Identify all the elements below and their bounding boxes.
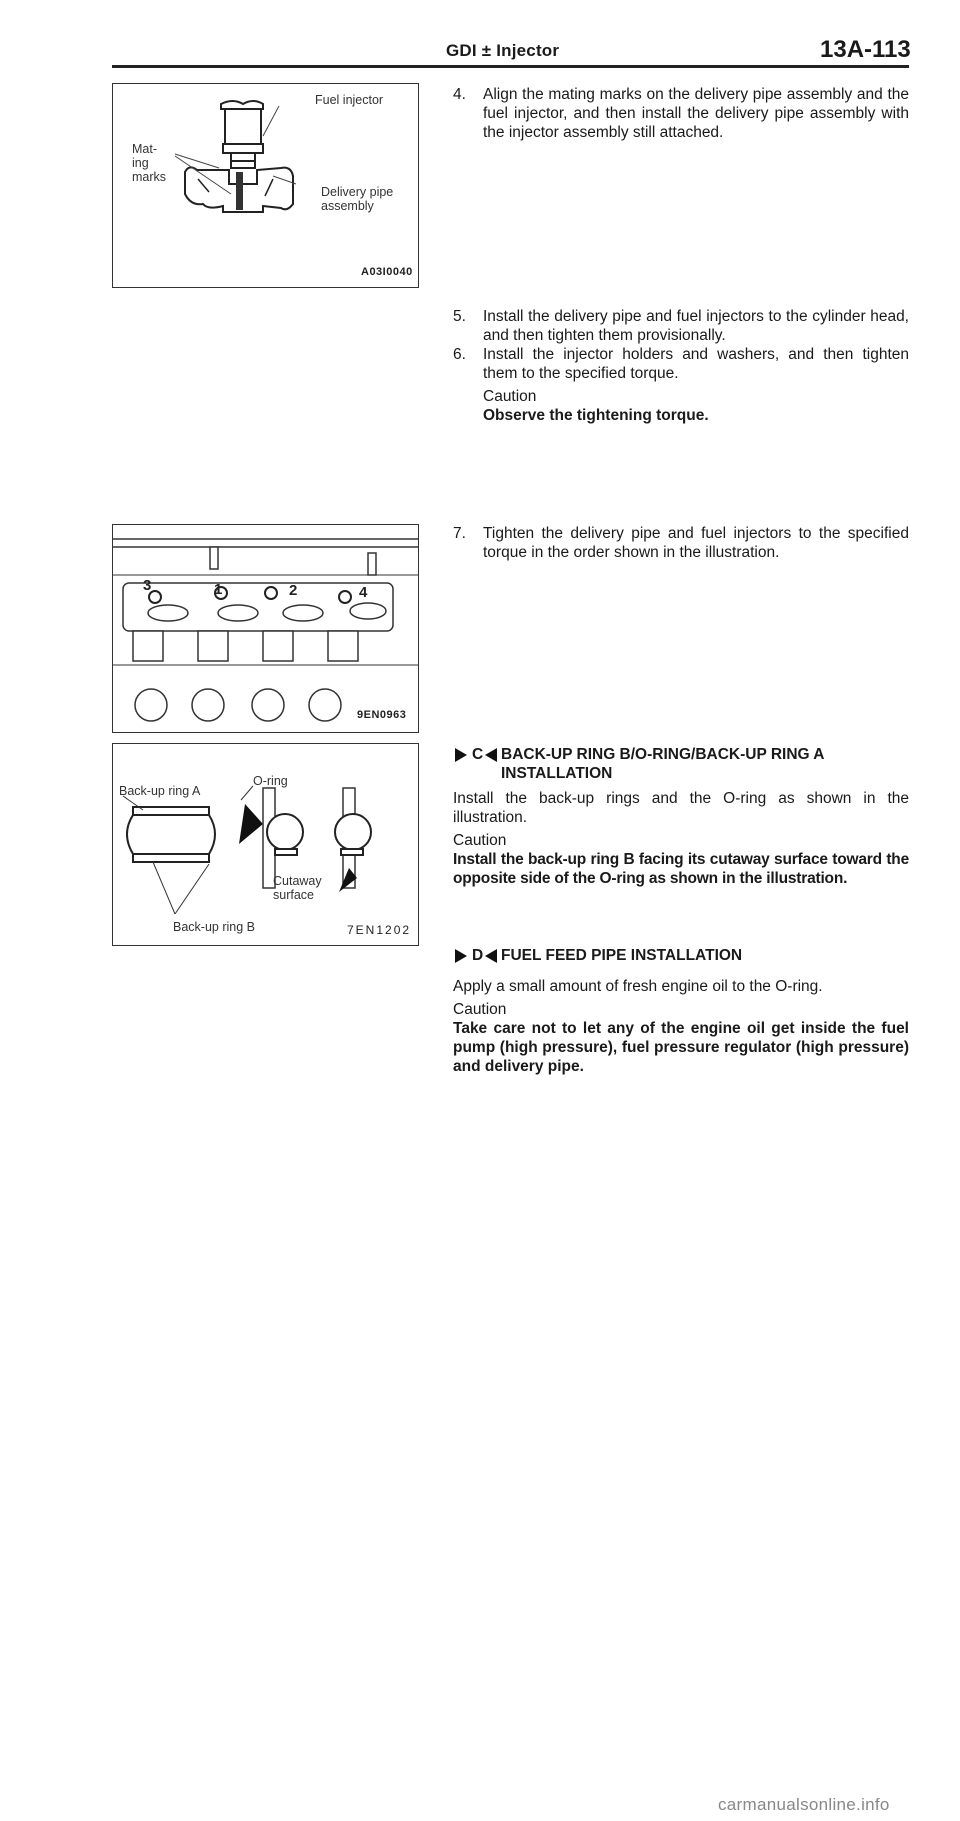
- order-number-1: 1: [214, 581, 223, 598]
- section-tag: C: [472, 746, 484, 763]
- caution-text: Observe the tightening torque.: [483, 407, 709, 424]
- step-number: 6.: [453, 346, 466, 363]
- figure-code: 7EN1202: [347, 923, 412, 937]
- label-cutaway-surface: Cutaway surface: [273, 874, 322, 902]
- section-d-heading: [455, 946, 909, 966]
- section-tag: D: [472, 947, 484, 964]
- label-delivery-pipe-assembly: Delivery pipe assembly: [321, 185, 394, 213]
- arrow-left-icon: [485, 949, 497, 963]
- caution-label: Caution: [483, 388, 537, 405]
- section-d-caution-text: Take care not to let any of the engine oil get inside the fuel pump (high pressure), fuel pressure regulator (high pressure) and delivery pipe.: [453, 1020, 909, 1075]
- header-section-title: GDI ± Injector: [446, 41, 560, 60]
- step-6: [453, 345, 909, 383]
- footer-watermark: carmanualsonline.info: [718, 1795, 890, 1814]
- section-title: FUEL FEED PIPE INSTALLATION: [501, 947, 743, 964]
- step-text: Align the mating marks on the delivery pipe assembly and the fuel injector, and then install the delivery pipe assembly with the injector assembly still attached.: [483, 86, 909, 141]
- label-backup-ring-a: Back-up ring A: [119, 784, 201, 798]
- arrow-left-icon: [485, 748, 497, 762]
- step-number: 4.: [453, 86, 466, 103]
- section-c-caution-label: Caution: [453, 832, 507, 849]
- label-mating-marks: Mat- ing marks: [132, 142, 167, 184]
- label-fuel-injector: Fuel injector: [315, 93, 384, 107]
- order-number-2: 2: [289, 582, 298, 599]
- figure-injector-mating-marks: [112, 83, 419, 288]
- cylinder-head-illustration: [113, 525, 418, 732]
- figure-code: 9EN0963: [357, 709, 407, 721]
- label-backup-ring-b: Back-up ring B: [173, 920, 255, 934]
- step-text: Install the injector holders and washers, and then tighten them to the specified torque.: [483, 346, 909, 382]
- section-d-body: Apply a small amount of fresh engine oil to the O-ring.: [453, 978, 823, 995]
- section-c-caution-text: Install the back-up ring B facing its cutaway surface toward the opposite side of the O-ring as shown in the illustration.: [453, 851, 909, 887]
- order-number-3: 3: [143, 577, 152, 594]
- arrow-right-icon: [455, 949, 467, 963]
- figure-backup-ring-oring: [112, 743, 419, 946]
- section-c-body: Install the back-up rings and the O-ring as shown in the illustration.: [453, 790, 909, 826]
- step-text: Tighten the delivery pipe and fuel injectors to the specified torque in the order shown in the illustration.: [483, 525, 909, 561]
- section-d-caution-label: Caution: [453, 1001, 507, 1018]
- page-number: 13A-113: [820, 36, 911, 63]
- step-text: Install the delivery pipe and fuel injectors to the cylinder head, and then tighten them provisionally.: [483, 308, 909, 344]
- section-c-heading: [455, 745, 909, 785]
- order-number-4: 4: [359, 584, 368, 601]
- arrow-right-icon: [455, 748, 467, 762]
- step-number: 5.: [453, 308, 466, 325]
- step-number: 7.: [453, 525, 466, 542]
- label-o-ring: O-ring: [253, 774, 288, 788]
- section-title-line2: INSTALLATION: [501, 765, 613, 782]
- section-title-line1: BACK-UP RING B/O-RING/BACK-UP RING A: [501, 746, 825, 763]
- step-7: [453, 524, 909, 562]
- figure-code: A03I0040: [361, 266, 413, 278]
- header-rule: [112, 65, 909, 68]
- step-5: [453, 307, 909, 345]
- figure-tightening-order: [112, 524, 419, 733]
- step-4: [453, 85, 909, 142]
